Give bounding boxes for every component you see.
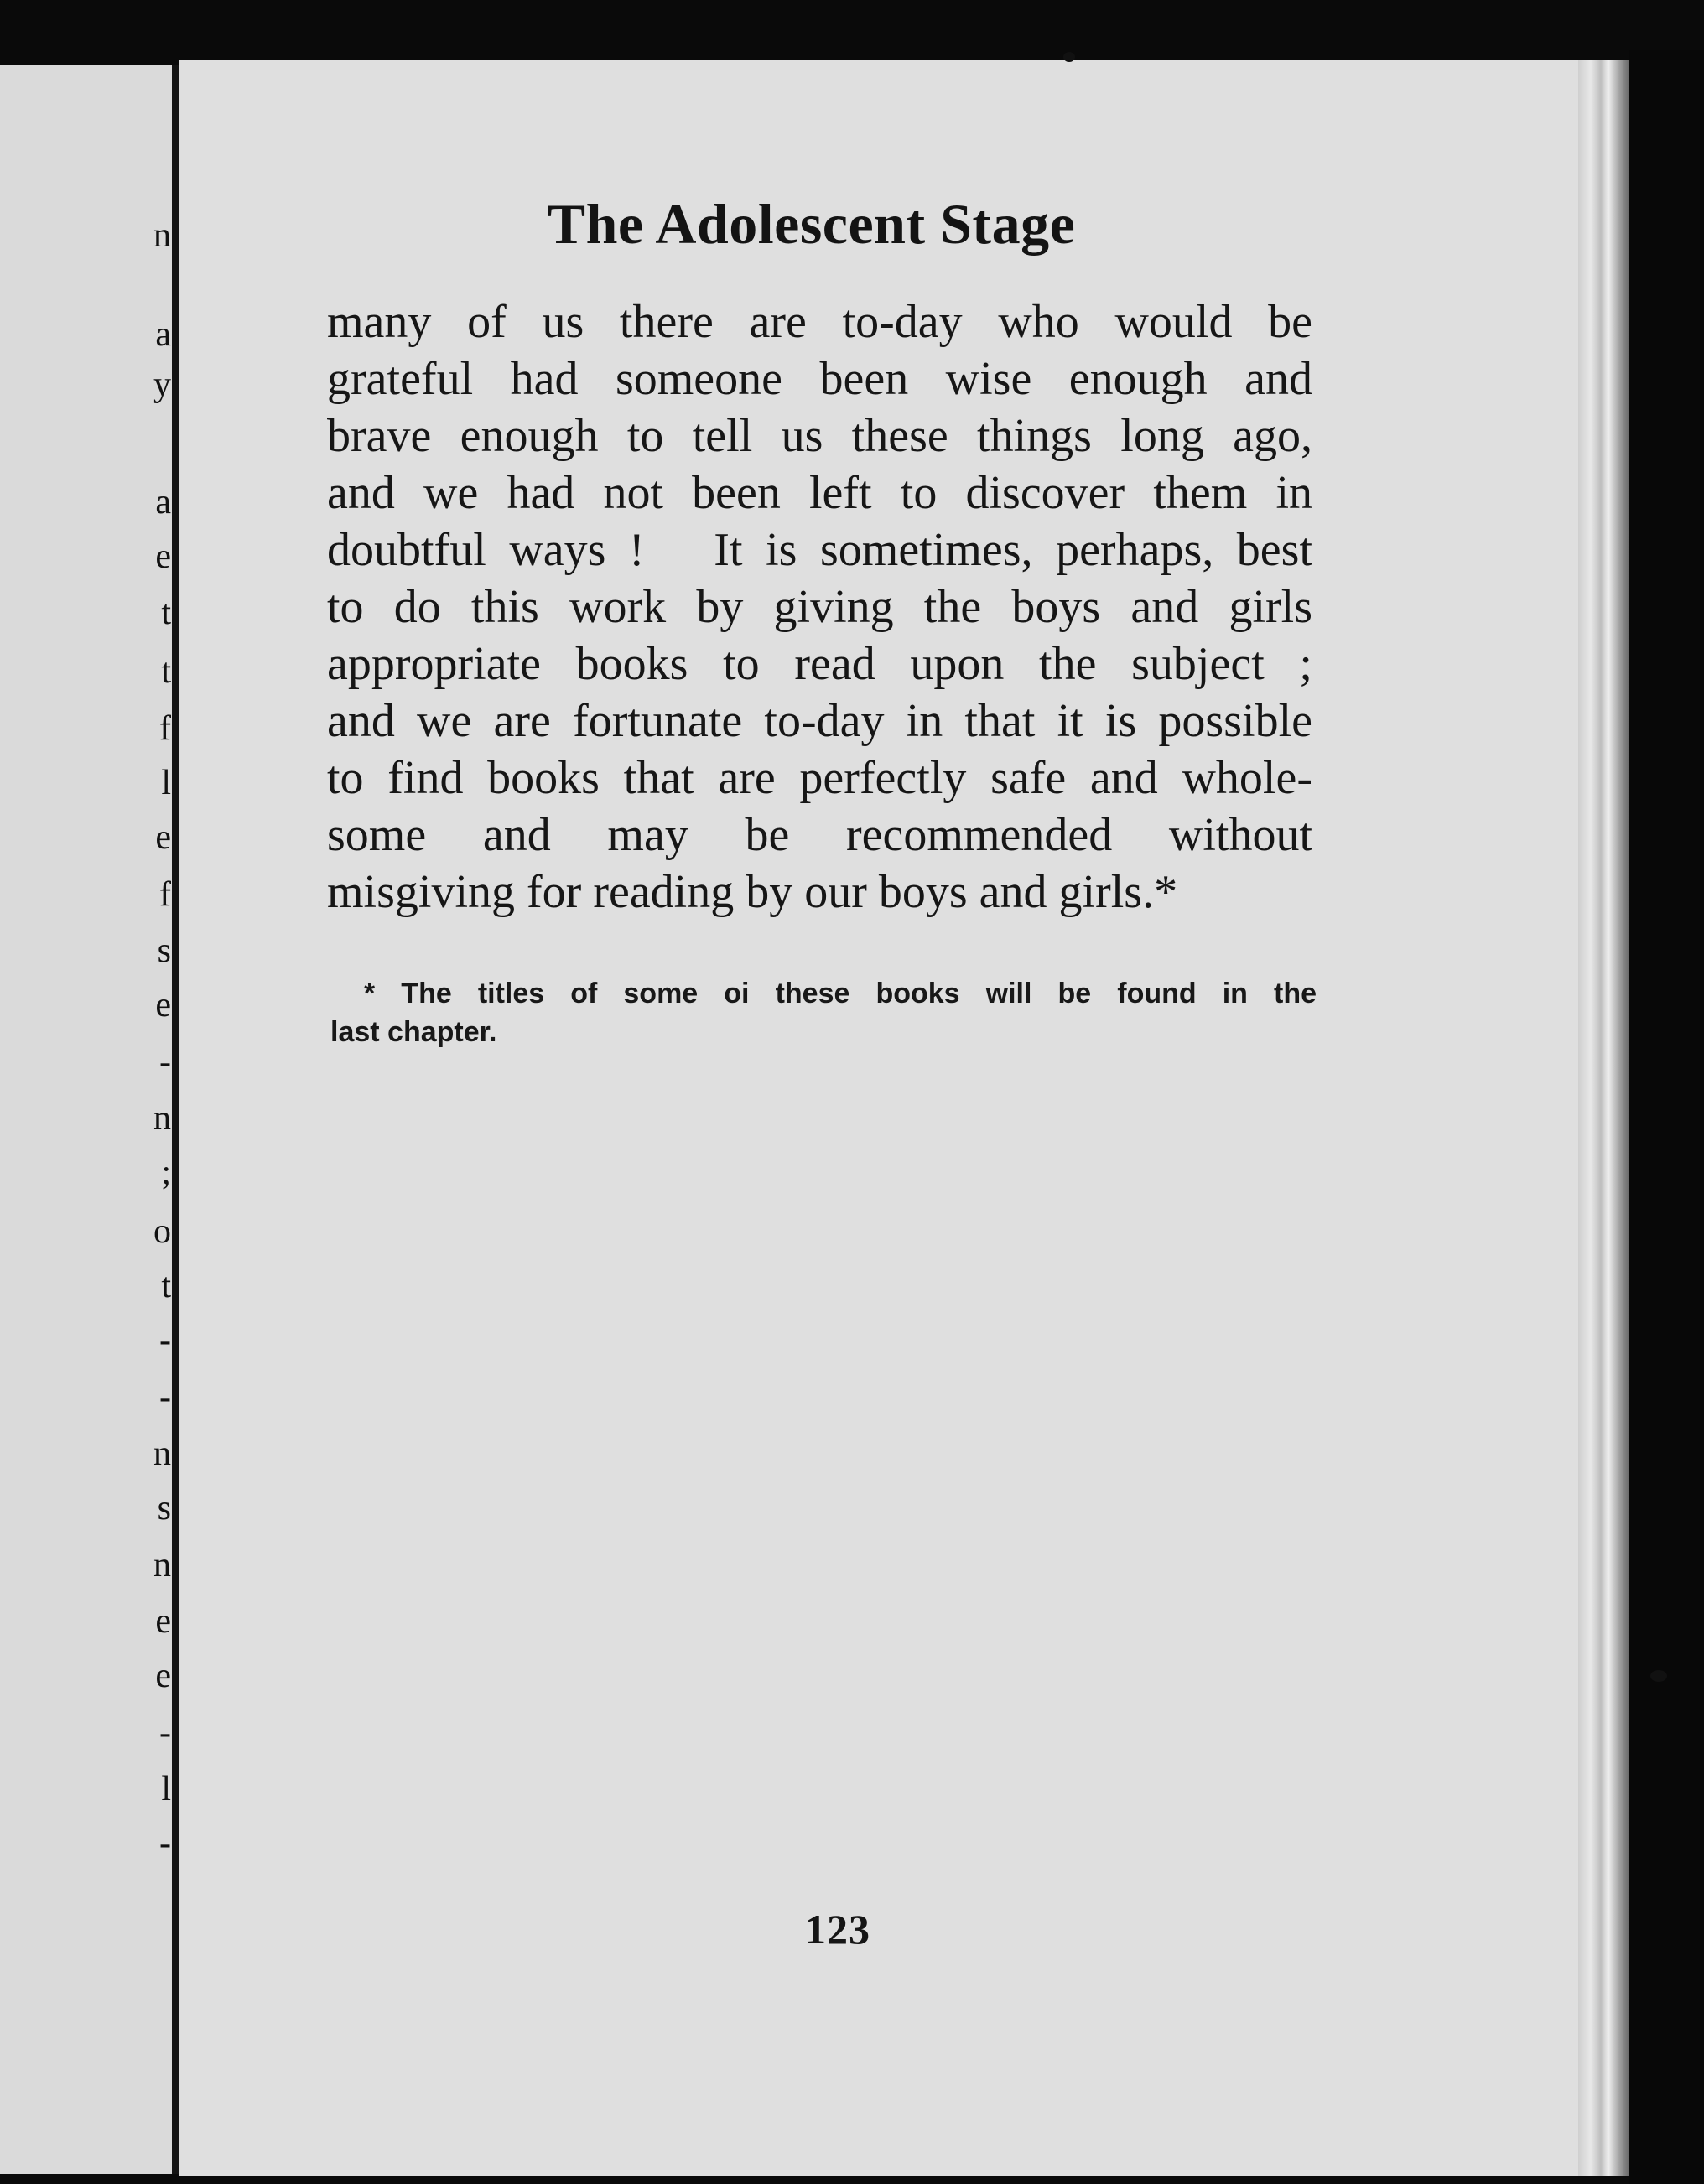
edge-letter: y <box>153 366 171 404</box>
text-line: appropriate books to read upon the subject ; <box>327 638 1312 690</box>
text-line: grateful had someone been wise enough and <box>327 353 1312 405</box>
edge-letter: l <box>161 1770 171 1808</box>
edge-letter: o <box>153 1212 171 1251</box>
edge-letter: e <box>155 537 171 576</box>
scan-border-right <box>1629 50 1704 2184</box>
edge-letter: s <box>157 931 171 970</box>
edge-letter: - <box>159 1824 171 1863</box>
edge-letter: l <box>161 764 171 802</box>
footnote-line: last chapter. <box>330 1016 497 1048</box>
edge-letter: e <box>155 818 171 857</box>
edge-letter: - <box>159 1043 171 1082</box>
edge-letter: - <box>159 1714 171 1752</box>
edge-letter: e <box>155 1602 171 1641</box>
edge-letter: - <box>159 1321 171 1360</box>
scan-speck <box>1063 52 1075 62</box>
edge-letter: e <box>155 986 171 1025</box>
edge-letter: a <box>155 483 171 521</box>
footnote-line: * The titles of some oi these books will be found in the <box>364 978 1317 1009</box>
text-line: to find books that are perfectly safe and whole- <box>327 752 1312 804</box>
scan-speck <box>1650 1670 1667 1682</box>
facing-page-edge <box>0 65 174 2174</box>
edge-letter: t <box>161 594 171 632</box>
edge-letter: f <box>159 875 171 914</box>
text-line: to do this work by giving the boys and girls <box>327 581 1312 633</box>
edge-letter: f <box>159 709 171 748</box>
text-line: and we had not been left to discover them in <box>327 467 1312 519</box>
edge-letter: n <box>153 1434 171 1473</box>
edge-letter: a <box>155 315 171 354</box>
edge-letter: n <box>153 1546 171 1585</box>
text-line: doubtful ways ! It is sometimes, perhaps, best <box>327 524 1312 576</box>
text-line: misgiving for reading by our boys and girls.* <box>327 866 1178 918</box>
edge-letter: s <box>157 1489 171 1528</box>
text-line: some and may be recommended without <box>327 809 1312 861</box>
edge-letter: t <box>161 652 171 691</box>
edge-letter: - <box>159 1378 171 1417</box>
body-paragraph <box>327 293 1312 921</box>
text-line: brave enough to tell us these things long ago, <box>327 410 1312 462</box>
edge-letter: t <box>161 1267 171 1305</box>
edge-letter: n <box>153 216 171 255</box>
footnote <box>330 974 1317 1051</box>
edge-letter: e <box>155 1657 171 1695</box>
edge-letter: n <box>153 1099 171 1138</box>
edge-letter: ; <box>161 1154 171 1192</box>
page-number: 123 <box>805 1906 870 1953</box>
text-line: and we are fortunate to-day in that it is possible <box>327 695 1312 747</box>
text-line: many of us there are to-day who would be <box>327 296 1312 348</box>
page-edge-stack <box>1578 60 1629 2176</box>
running-head: The Adolescent Stage <box>547 192 1076 256</box>
